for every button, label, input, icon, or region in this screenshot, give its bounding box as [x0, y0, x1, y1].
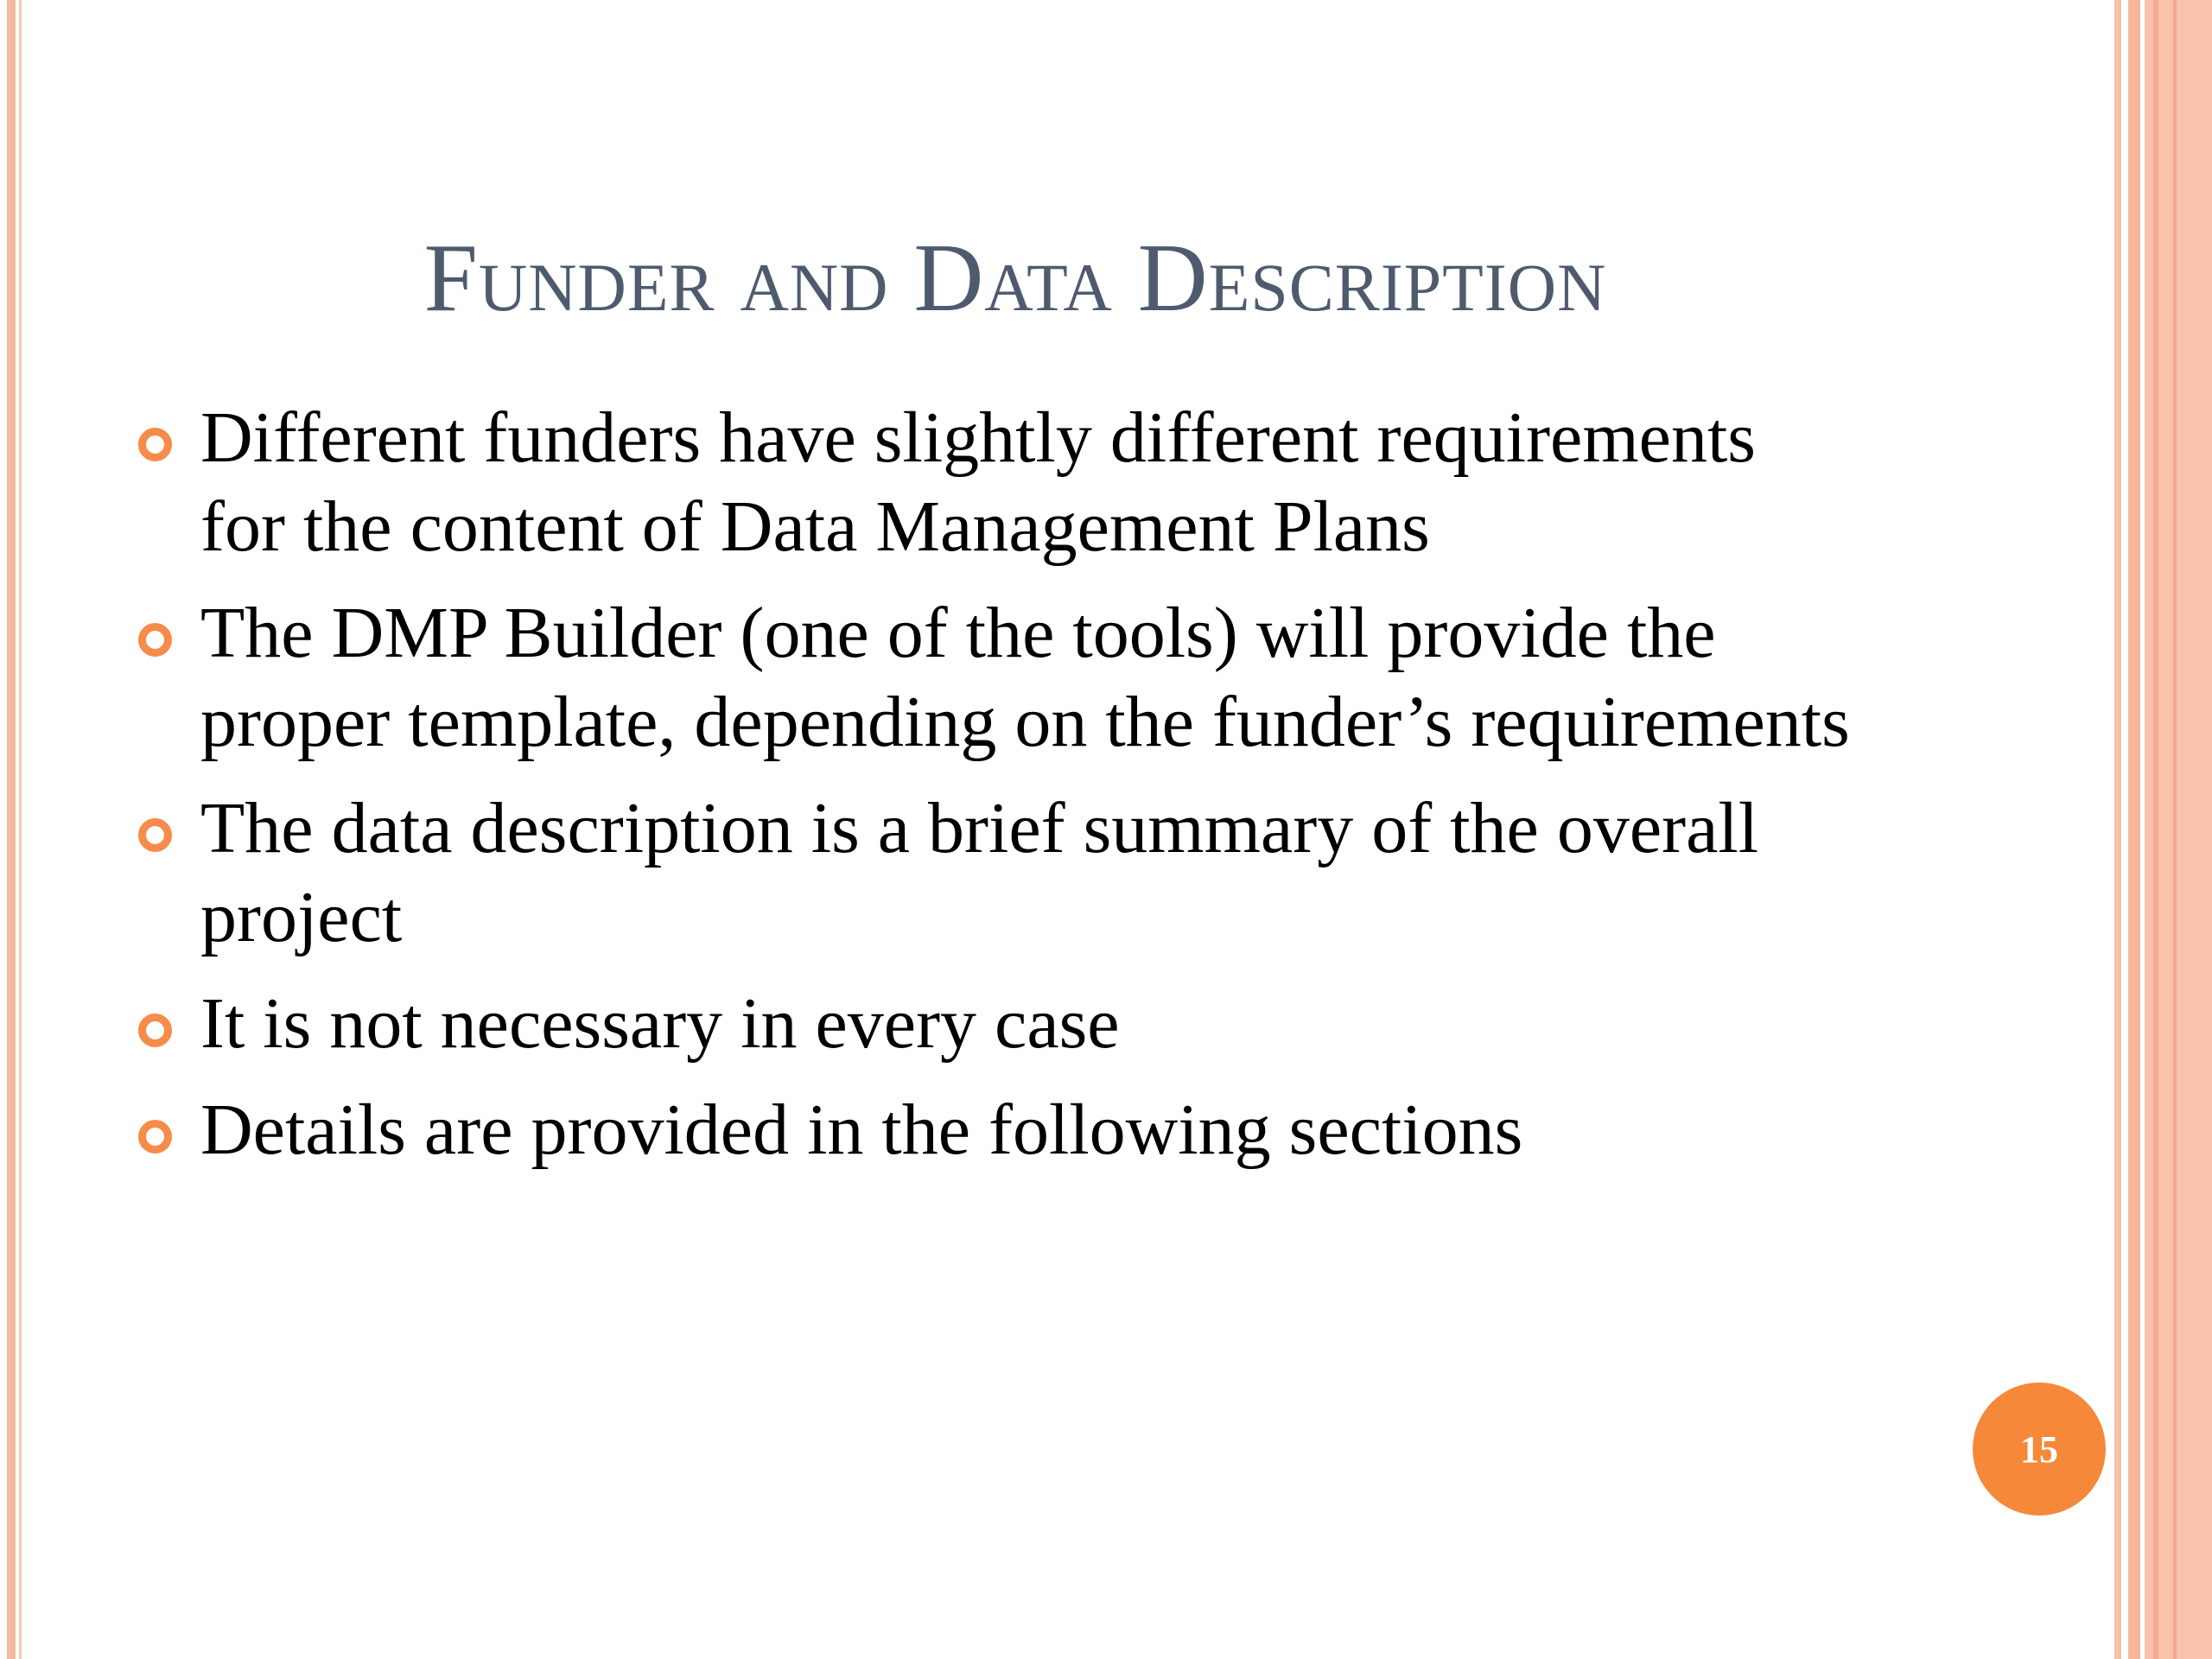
hollow-circle-icon	[138, 818, 172, 852]
bullet-item	[130, 393, 1858, 571]
hollow-circle-icon	[138, 428, 172, 461]
bullet-item	[130, 1085, 1858, 1174]
hollow-circle-icon	[138, 1120, 172, 1154]
bullet-text: The DMP Builder (one of the tools) will provide the proper template, depending on the funder’s requirements	[200, 593, 1850, 762]
right-border-stripe	[2114, 0, 2121, 1659]
right-border-stripe	[2128, 0, 2140, 1659]
right-border-stripe	[2153, 0, 2158, 1659]
bullet-text: Details are provided in the following sections	[200, 1090, 1523, 1170]
left-border-decoration	[7, 0, 16, 1659]
right-border-stripe	[2173, 0, 2177, 1659]
bullet-text: The data description is a brief summary of the overall project	[200, 788, 1759, 957]
hollow-circle-icon	[138, 1014, 172, 1047]
bullet-list	[130, 393, 1858, 1192]
slide-title: Funder and Data Description	[423, 225, 1607, 332]
page-number-badge: 15	[1973, 1382, 2106, 1516]
bullet-item	[130, 588, 1858, 766]
bullet-item	[130, 784, 1858, 962]
bullet-item	[130, 979, 1858, 1068]
hollow-circle-icon	[138, 623, 172, 657]
bullet-text: It is not necessary in every case	[200, 983, 1120, 1064]
bullet-text: Different funders have slightly different requirements for the content of Data Management Plans	[200, 397, 1756, 567]
left-border-line	[19, 0, 22, 1659]
